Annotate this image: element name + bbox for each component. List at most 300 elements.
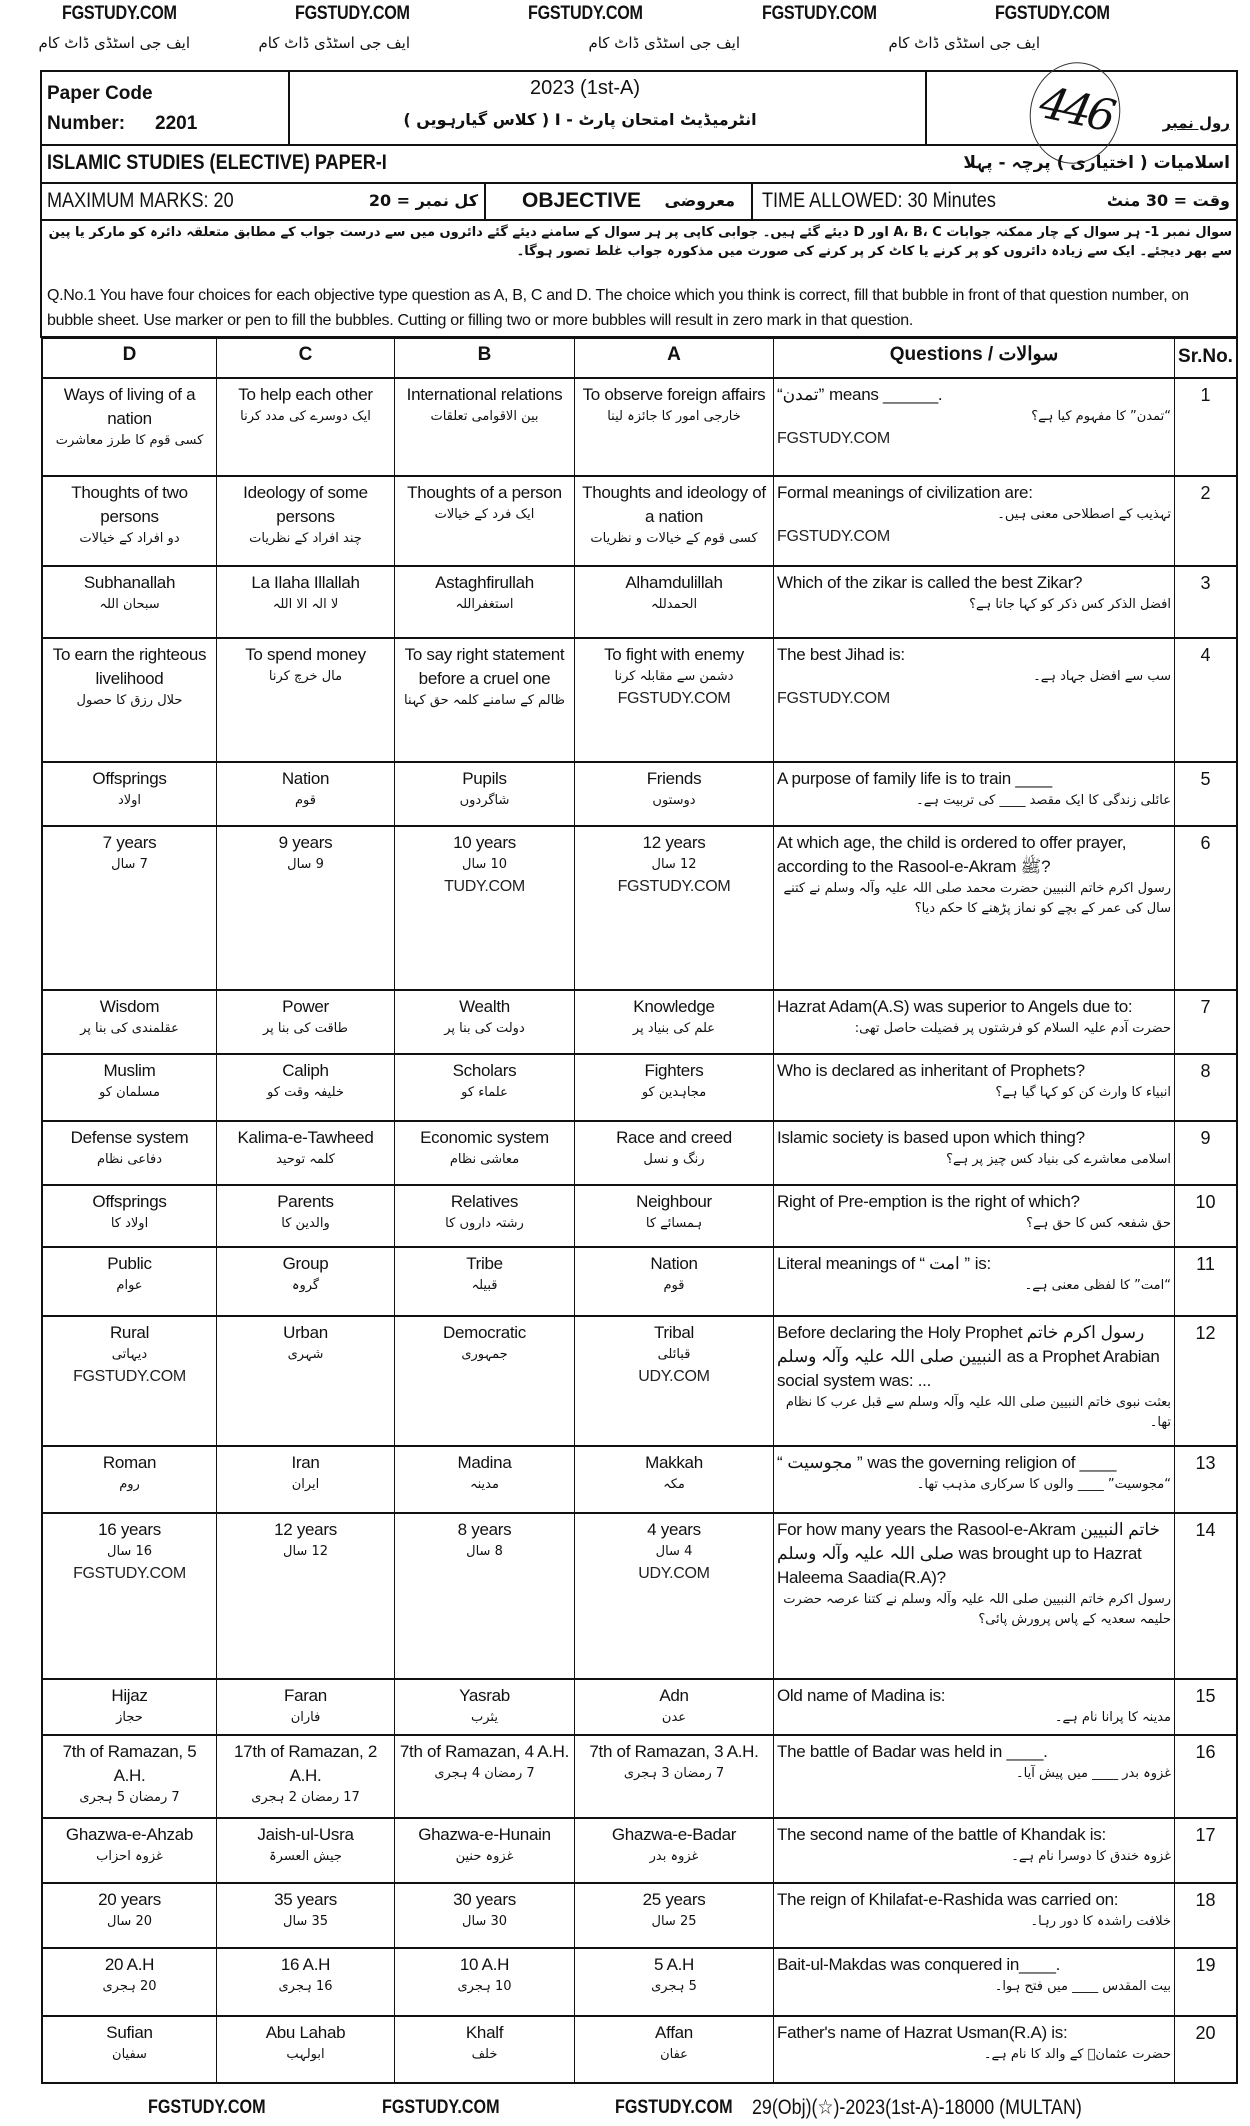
question-text-urdu: رسول اکرم خاتم النبیین صلی اللہ علیہ وآلہ وسلم نے کتنا عرصہ حضرت حلیمہ سعدیہ کے پاس پرورش پائی؟ xyxy=(783,1592,1171,1627)
watermark: FGSTUDY.COM xyxy=(762,3,877,24)
option-c xyxy=(216,2017,394,2082)
option-b xyxy=(394,1055,574,1120)
option-text: 8 years xyxy=(457,1520,512,1539)
option-text-urdu: ابولہب xyxy=(286,2047,325,2062)
option-b xyxy=(394,1514,574,1678)
header-label: A xyxy=(667,344,681,365)
option-b xyxy=(394,1680,574,1734)
option-text-urdu: شہری xyxy=(287,1347,324,1362)
option-text-urdu: بین الاقوامی تعلقات xyxy=(430,409,539,424)
question-text: Formal meanings of civilization are: xyxy=(777,483,1033,502)
option-text: Thoughts and ideology of a nation xyxy=(582,483,766,526)
option-b xyxy=(394,1884,574,1947)
question-cell xyxy=(773,1122,1174,1184)
serial-number-text: 7 xyxy=(1200,997,1211,1017)
table-row xyxy=(43,1817,1236,1882)
option-text-urdu: قبائلی xyxy=(657,1347,691,1362)
header-label: D xyxy=(122,344,137,365)
maximum-marks: MAXIMUM MARKS: 20 xyxy=(47,189,234,212)
option-text-urdu: جیش العسرۃ xyxy=(269,1849,342,1864)
option-text-urdu: عقلمندی کی بنا پر xyxy=(80,1021,179,1036)
option-text: Ideology of some persons xyxy=(243,483,368,526)
question-text: Hazrat Adam(A.S) was superior to Angels due to: xyxy=(777,997,1133,1016)
option-text: Relatives xyxy=(450,1192,519,1211)
option-text: 17th of Ramazan, 2 A.H. xyxy=(234,1742,377,1785)
option-text: Ghazwa-e-Hunain xyxy=(418,1825,551,1844)
paper-footer-code: 29(Obj)(☆)-2023(1st-A)-18000 (MULTAN) xyxy=(752,2096,1082,2119)
table-header-row xyxy=(43,339,1236,377)
option-a xyxy=(574,477,773,565)
option-text: International relations xyxy=(406,385,563,404)
question-cell xyxy=(773,1680,1174,1734)
option-text: Muslim xyxy=(103,1061,156,1080)
option-text-urdu: غزوہ حنین xyxy=(455,1849,514,1864)
question-text: Bait-ul-Makdas was conquered in____. xyxy=(777,1955,1061,1974)
option-d xyxy=(43,827,216,989)
option-d xyxy=(43,1884,216,1947)
option-text: 7th of Ramazan, 4 A.H. xyxy=(399,1742,570,1761)
question-text: Who is declared as inheritant of Prophets? xyxy=(777,1061,1085,1080)
option-text-urdu: چند افراد کے نظریات xyxy=(249,531,362,546)
subject-title-urdu: اسلامیات ( اختیاری ) پرچہ - پہلا xyxy=(963,153,1230,173)
option-text: La Ilaha Illallah xyxy=(251,573,360,592)
question-text: Literal meanings of “ امت ” is: xyxy=(777,1254,991,1273)
option-text-urdu: 9 سال xyxy=(287,857,324,872)
option-text-urdu: 17 رمضان 2 ہجری xyxy=(251,1790,360,1805)
serial-number xyxy=(1174,991,1236,1053)
option-text-urdu: عدن xyxy=(661,1710,687,1725)
option-text-urdu: 7 رمضان 3 ہجری xyxy=(623,1766,725,1781)
option-text-urdu: کسی قوم کے خیالات و نظریات xyxy=(590,531,758,546)
option-d xyxy=(43,1514,216,1678)
header-label: B xyxy=(477,344,492,365)
serial-number xyxy=(1174,763,1236,825)
question-cell xyxy=(773,379,1174,475)
question-text: The reign of Khilafat-e-Rashida was carried on: xyxy=(777,1890,1119,1909)
option-c xyxy=(216,1736,394,1817)
option-text: 16 A.H xyxy=(280,1955,331,1974)
option-text-urdu: الحمدللہ xyxy=(650,597,698,612)
option-text: To earn the righteous livelihood xyxy=(52,645,207,688)
option-c xyxy=(216,567,394,637)
watermark-urdu: ایف جی اسٹڈی ڈاٹ کام xyxy=(38,34,190,52)
option-text: Defense system xyxy=(70,1128,189,1147)
option-text-urdu: 25 سال xyxy=(651,1914,697,1929)
option-text: Thoughts of two persons xyxy=(71,483,188,526)
option-text: Tribe xyxy=(466,1254,503,1273)
option-text: Race and creed xyxy=(616,1128,732,1147)
option-d xyxy=(43,1122,216,1184)
option-b xyxy=(394,1819,574,1882)
watermark-urdu: ایف جی اسٹڈی ڈاٹ کام xyxy=(588,34,740,52)
option-text: Sufian xyxy=(106,2023,153,2042)
question-cell xyxy=(773,1248,1174,1315)
serial-number xyxy=(1174,379,1236,475)
option-text-urdu: 12 سال xyxy=(651,857,697,872)
option-c xyxy=(216,763,394,825)
question-cell xyxy=(773,1819,1174,1882)
option-a xyxy=(574,827,773,989)
table-row xyxy=(43,1184,1236,1246)
option-text: Kalima-e-Tawheed xyxy=(237,1128,374,1147)
watermark: FGSTUDY.COM xyxy=(295,3,410,24)
option-text: Offsprings xyxy=(92,769,167,788)
option-b xyxy=(394,1317,574,1445)
option-text: To spend money xyxy=(245,645,366,664)
option-b xyxy=(394,1949,574,2015)
time-allowed: TIME ALLOWED: 30 Minutes xyxy=(762,189,996,212)
serial-number-text: 1 xyxy=(1200,385,1211,405)
option-text-urdu: علماء کو xyxy=(461,1085,508,1100)
option-text: Urban xyxy=(283,1323,328,1342)
option-text-urdu: مجاہدین کو xyxy=(641,1085,707,1100)
option-text-urdu: رنگ و نسل xyxy=(643,1152,705,1167)
option-text: 20 A.H xyxy=(104,1955,155,1974)
option-text: Faran xyxy=(284,1686,327,1705)
option-c xyxy=(216,827,394,989)
option-a xyxy=(574,2017,773,2082)
question-text-urdu: “مجوسیت” ____ والوں کا سرکاری مذہب تھا۔ xyxy=(916,1477,1171,1492)
serial-number-text: 19 xyxy=(1195,1955,1216,1975)
header-label: Questions / سوالات xyxy=(889,344,1059,365)
option-text: Scholars xyxy=(452,1061,517,1080)
serial-number-text: 14 xyxy=(1195,1520,1216,1540)
serial-number xyxy=(1174,1736,1236,1817)
watermark-urdu: ایف جی اسٹڈی ڈاٹ کام xyxy=(258,34,410,52)
serial-number xyxy=(1174,1055,1236,1120)
roll-number-label: رول نمبر xyxy=(1162,114,1230,132)
option-text: Madina xyxy=(457,1453,512,1472)
option-text-urdu: غزوہ بدر xyxy=(649,1849,699,1864)
option-text-urdu: قوم xyxy=(663,1278,685,1293)
option-text-urdu: یثرب xyxy=(471,1710,498,1725)
question-text-urdu: بیت المقدس ____ میں فتح ہوا۔ xyxy=(994,1979,1171,1994)
option-text-urdu: استغفراللہ xyxy=(455,597,514,612)
question-cell xyxy=(773,1317,1174,1445)
option-text-urdu: حجاز xyxy=(116,1710,143,1725)
option-a xyxy=(574,379,773,475)
question-text: Which of the zikar is called the best Zikar? xyxy=(777,573,1083,592)
question-text: Before declaring the Holy Prophet رسول اکرم خاتم النبیین صلی اللہ علیہ وآلہ وسلم as a Prophet Arabian social system was: ... xyxy=(777,1323,1160,1390)
table-row xyxy=(43,1445,1236,1512)
serial-number-text: 15 xyxy=(1195,1686,1216,1706)
footer-watermark: FGSTUDY.COM xyxy=(615,2097,733,2118)
option-text: Economic system xyxy=(420,1128,549,1147)
option-text-urdu: اولاد xyxy=(117,793,142,808)
option-b xyxy=(394,2017,574,2082)
option-a xyxy=(574,1447,773,1512)
option-text-urdu: عوام xyxy=(116,1278,143,1293)
option-b xyxy=(394,1248,574,1315)
option-text-urdu: ظالم کے سامنے کلمہ حق کہنا xyxy=(404,693,565,708)
option-text-urdu: 20 ہجری xyxy=(102,1979,157,1994)
option-text-urdu: حلال رزق کا حصول xyxy=(76,693,183,708)
option-c xyxy=(216,1884,394,1947)
serial-number xyxy=(1174,1317,1236,1445)
watermark: FGSTUDY.COM xyxy=(528,3,643,24)
option-text-urdu: 16 ہجری xyxy=(278,1979,333,1994)
option-text-urdu: دو افراد کے خیالات xyxy=(79,531,180,546)
cell-watermark: FGSTUDY.COM xyxy=(617,878,731,895)
option-d xyxy=(43,2017,216,2082)
option-text: Affan xyxy=(655,2023,693,2042)
cell-watermark: FGSTUDY.COM xyxy=(777,528,890,545)
option-text-urdu: 20 سال xyxy=(107,1914,152,1929)
question-cell xyxy=(773,1884,1174,1947)
question-cell xyxy=(773,1949,1174,2015)
option-d xyxy=(43,1317,216,1445)
option-text: Ghazwa-e-Ahzab xyxy=(65,1825,194,1844)
option-a xyxy=(574,1186,773,1246)
option-text-urdu: علم کی بنیاد پر xyxy=(632,1021,716,1036)
serial-number-text: 13 xyxy=(1195,1453,1216,1473)
option-c xyxy=(216,1680,394,1734)
option-text-urdu: 10 ہجری xyxy=(457,1979,512,1994)
option-a xyxy=(574,1736,773,1817)
option-text: Neighbour xyxy=(636,1192,712,1211)
question-text-urdu: عائلی زندگی کا ایک مقصد ____ کی تربیت ہے۔ xyxy=(916,793,1171,808)
objective-label-urdu: معروضی xyxy=(664,191,735,210)
option-a xyxy=(574,1055,773,1120)
exam-title-urdu: انٹرمیڈیٹ امتحان پارٹ - I ( کلاس گیارہویں ) xyxy=(403,110,757,129)
subject-title: ISLAMIC STUDIES (ELECTIVE) PAPER-I xyxy=(47,151,387,174)
option-text: 12 years xyxy=(274,1520,337,1539)
serial-number-text: 20 xyxy=(1195,2023,1216,2043)
table-row xyxy=(43,637,1236,761)
option-b xyxy=(394,1447,574,1512)
option-text: 12 years xyxy=(642,833,706,852)
option-c xyxy=(216,639,394,761)
serial-number-text: 3 xyxy=(1200,573,1211,593)
cell-watermark: FGSTUDY.COM xyxy=(617,690,731,707)
option-text-urdu: مدینہ xyxy=(470,1477,499,1492)
option-text-urdu: 7 سال xyxy=(111,857,148,872)
question-cell xyxy=(773,1514,1174,1678)
option-text: 5 A.H xyxy=(653,1955,695,1974)
option-text-urdu: 7 رمضان 4 ہجری xyxy=(434,1766,535,1781)
option-text: Rural xyxy=(109,1323,150,1342)
serial-number xyxy=(1174,1122,1236,1184)
option-text: Jaish-ul-Usra xyxy=(257,1825,354,1844)
option-text: Wisdom xyxy=(99,997,160,1016)
serial-number-text: 5 xyxy=(1200,769,1211,789)
table-row xyxy=(43,565,1236,637)
option-text-urdu: سبحان اللہ xyxy=(99,597,160,612)
time-allowed-urdu: وقت = 30 منٹ xyxy=(1106,191,1230,210)
serial-number-text: 17 xyxy=(1195,1825,1216,1845)
option-b xyxy=(394,1186,574,1246)
option-text: Power xyxy=(282,997,329,1016)
question-text: The battle of Badar was held in ____. xyxy=(777,1742,1048,1761)
header-b xyxy=(394,339,574,377)
serial-number xyxy=(1174,639,1236,761)
option-text: To say right statement before a cruel one xyxy=(404,645,565,688)
question-text: A purpose of family life is to train ____ xyxy=(777,769,1052,788)
option-text: 9 years xyxy=(278,833,333,852)
header-d xyxy=(43,339,216,377)
footer-watermark: FGSTUDY.COM xyxy=(148,2097,266,2118)
option-text: Khalf xyxy=(465,2023,504,2042)
option-text-urdu: گروہ xyxy=(291,1278,320,1293)
option-text: Nation xyxy=(281,769,330,788)
table-row xyxy=(43,761,1236,825)
option-text: Tribal xyxy=(653,1323,695,1342)
serial-number xyxy=(1174,1248,1236,1315)
option-text: Public xyxy=(107,1254,152,1273)
option-b xyxy=(394,379,574,475)
question-text: Islamic society is based upon which thing? xyxy=(777,1128,1085,1147)
table-row xyxy=(43,1246,1236,1315)
option-text-urdu: 12 سال xyxy=(283,1544,328,1559)
option-text-urdu: 10 سال xyxy=(462,857,507,872)
option-b xyxy=(394,827,574,989)
maximum-marks-urdu: کل نمبر = 20 xyxy=(368,191,478,210)
option-text-urdu: غزوہ احزاب xyxy=(96,1849,163,1864)
question-cell xyxy=(773,2017,1174,2082)
question-text: Right of Pre-emption is the right of which? xyxy=(777,1192,1080,1211)
option-text: Thoughts of a person xyxy=(407,483,562,502)
table-row xyxy=(43,1512,1236,1678)
table-row xyxy=(43,1882,1236,1947)
question-text-urdu: “امت” کا لفظی معنی ہے۔ xyxy=(1024,1278,1171,1293)
option-text-urdu: کسی قوم کا طرز معاشرت xyxy=(55,433,204,448)
question-text: For how many years the Rasool-e-Akram خاتم النبیین صلی اللہ علیہ وآلہ وسلم was brought up to Hazrat Haleema Saadia(R.A)? xyxy=(777,1520,1161,1587)
option-text-urdu: دولت کی بنا پر xyxy=(444,1021,525,1036)
option-text: 30 years xyxy=(453,1890,516,1909)
serial-number-text: 10 xyxy=(1195,1192,1216,1212)
question-text: “ مجوسیت ” was the governing religion of ____ xyxy=(777,1453,1117,1472)
option-text-urdu: مال خرچ کرنا xyxy=(268,669,343,684)
option-text: 20 years xyxy=(98,1890,161,1909)
question-text-urdu: بعثت نبوی خاتم النبیین صلی اللہ علیہ وآلہ وسلم سے قبل عرب کا نظام تھا۔ xyxy=(785,1395,1171,1430)
option-text: To observe foreign affairs xyxy=(582,385,766,404)
option-text: 16 years xyxy=(98,1520,161,1539)
option-text-urdu: 30 سال xyxy=(462,1914,507,1929)
question-text-urdu: حضرت آدم علیہ السلام کو فرشتوں پر فضیلت حاصل تھی: xyxy=(854,1021,1171,1036)
serial-number xyxy=(1174,1819,1236,1882)
option-d xyxy=(43,1248,216,1315)
option-d xyxy=(43,1736,216,1817)
header-a xyxy=(574,339,773,377)
question-cell xyxy=(773,991,1174,1053)
option-text-urdu: ایران xyxy=(291,1477,320,1492)
question-text-urdu: رسول اکرم خاتم النبیین حضرت محمد صلی اللہ علیہ وآلہ وسلم نے کتنے سال کی عمر کے بچے کو نماز پڑھنے کا حکم دیا؟ xyxy=(783,881,1171,916)
serial-number xyxy=(1174,1447,1236,1512)
option-text-urdu: ایک فرد کے خیالات xyxy=(434,507,535,522)
question-cell xyxy=(773,763,1174,825)
header-label: Sr.No. xyxy=(1178,346,1233,367)
option-text-urdu: مکہ xyxy=(663,1477,685,1492)
question-text: The second name of the battle of Khandak is: xyxy=(777,1825,1106,1844)
serial-number xyxy=(1174,1514,1236,1678)
option-text-urdu: عفان xyxy=(660,2047,688,2062)
watermark: FGSTUDY.COM xyxy=(995,3,1110,24)
header-c xyxy=(216,339,394,377)
serial-number-text: 16 xyxy=(1195,1742,1216,1762)
option-text: Democratic xyxy=(443,1323,526,1342)
option-text-urdu: جمہوری xyxy=(461,1347,508,1362)
question-text-urdu: خلافت راشدہ کا دور رہا۔ xyxy=(1030,1914,1171,1929)
table-row xyxy=(43,1053,1236,1120)
table-row xyxy=(43,1120,1236,1184)
table-row xyxy=(43,1947,1236,2015)
option-text-urdu: رشتہ داروں کا xyxy=(445,1216,524,1231)
table-row xyxy=(43,1315,1236,1445)
question-cell xyxy=(773,1055,1174,1120)
option-text-urdu: 4 سال xyxy=(655,1544,693,1559)
option-c xyxy=(216,1186,394,1246)
question-cell xyxy=(773,639,1174,761)
option-text-urdu: والدین کا xyxy=(281,1216,330,1231)
option-text: Yasrab xyxy=(459,1686,510,1705)
option-text-urdu: کلمہ توحید xyxy=(276,1152,335,1167)
cell-watermark: FGSTUDY.COM xyxy=(73,1368,186,1385)
option-text: 4 years xyxy=(647,1520,701,1539)
question-text-urdu: مدینہ کا پرانا نام ہے۔ xyxy=(1054,1710,1171,1725)
table-row xyxy=(43,377,1236,475)
option-text: 10 years xyxy=(453,833,516,852)
page-footer xyxy=(0,2096,1250,2126)
instructions-english: Q.No.1 You have four choices for each objective type question as A, B, C and D. The choice which you think is correct, fill that bubble in front of that question number, on bubble sheet. Use marker or pen to fill the bubbles. Cutting or filling two or more bubbles will result in zero mark in that question. xyxy=(47,287,1189,329)
option-a xyxy=(574,763,773,825)
question-text-urdu: افضل الذکر کس ذکر کو کہا جاتا ہے؟ xyxy=(969,597,1171,612)
option-c xyxy=(216,477,394,565)
option-d xyxy=(43,1186,216,1246)
watermark: FGSTUDY.COM xyxy=(62,3,177,24)
option-text: Alhamdulillah xyxy=(625,573,723,592)
stamp-number: 446 xyxy=(1035,77,1117,143)
footer-watermark: FGSTUDY.COM xyxy=(382,2097,500,2118)
option-text: Fighters xyxy=(644,1061,704,1080)
option-text-urdu: فاران xyxy=(290,1710,321,1725)
option-text-urdu: ایک دوسرے کی مدد کرنا xyxy=(240,409,371,424)
option-c xyxy=(216,1949,394,2015)
question-cell xyxy=(773,1447,1174,1512)
instructions-urdu: سوال نمبر 1- ہر سوال کے چار ممکنہ جوابات A، B، C اور D دیئے گئے ہیں۔ جوابی کاپی پر ہر سوال کے سامنے دیئے گئے دائروں میں سے درست جواب کے مطابق متعلقہ دائرہ کو مارکر یا پین سے بھر دیجئے۔ ایک سے زیادہ دائروں کو پر کرنے یا کاٹ کر پر کرنے کی صورت میں مذکورہ جواب غلط تصور ہوگا۔ xyxy=(48,225,1232,259)
option-c xyxy=(216,1055,394,1120)
question-cell xyxy=(773,1736,1174,1817)
option-c xyxy=(216,991,394,1053)
option-text: Ghazwa-e-Badar xyxy=(611,1825,737,1844)
option-d xyxy=(43,567,216,637)
option-d xyxy=(43,379,216,475)
option-d xyxy=(43,991,216,1053)
option-a xyxy=(574,639,773,761)
serial-number xyxy=(1174,567,1236,637)
question-text: Father's name of Hazrat Usman(R.A) is: xyxy=(777,2023,1068,2042)
serial-number-text: 18 xyxy=(1195,1890,1216,1910)
option-text: To fight with enemy xyxy=(604,645,744,664)
question-text-urdu: انبیاء کا وارث کن کو کہا گیا ہے؟ xyxy=(995,1085,1171,1100)
option-text: Pupils xyxy=(462,769,507,788)
serial-number xyxy=(1174,1680,1236,1734)
serial-number-text: 6 xyxy=(1200,833,1211,853)
cell-watermark: UDY.COM xyxy=(638,1368,710,1385)
option-text-urdu: 8 سال xyxy=(466,1544,503,1559)
serial-number xyxy=(1174,1949,1236,2015)
option-text-urdu: 16 سال xyxy=(107,1544,152,1559)
cell-watermark: TUDY.COM xyxy=(444,878,525,895)
header-label: C xyxy=(298,344,313,365)
question-text-urdu: “تمدن” کا مفہوم کیا ہے؟ xyxy=(1031,409,1171,424)
option-text: Makkah xyxy=(645,1453,703,1472)
option-text-urdu: دوستوں xyxy=(652,793,696,808)
option-text: 10 A.H xyxy=(459,1955,510,1974)
option-c xyxy=(216,1248,394,1315)
option-a xyxy=(574,1514,773,1678)
serial-number-text: 11 xyxy=(1196,1254,1215,1274)
number-label: Number: xyxy=(47,113,126,134)
